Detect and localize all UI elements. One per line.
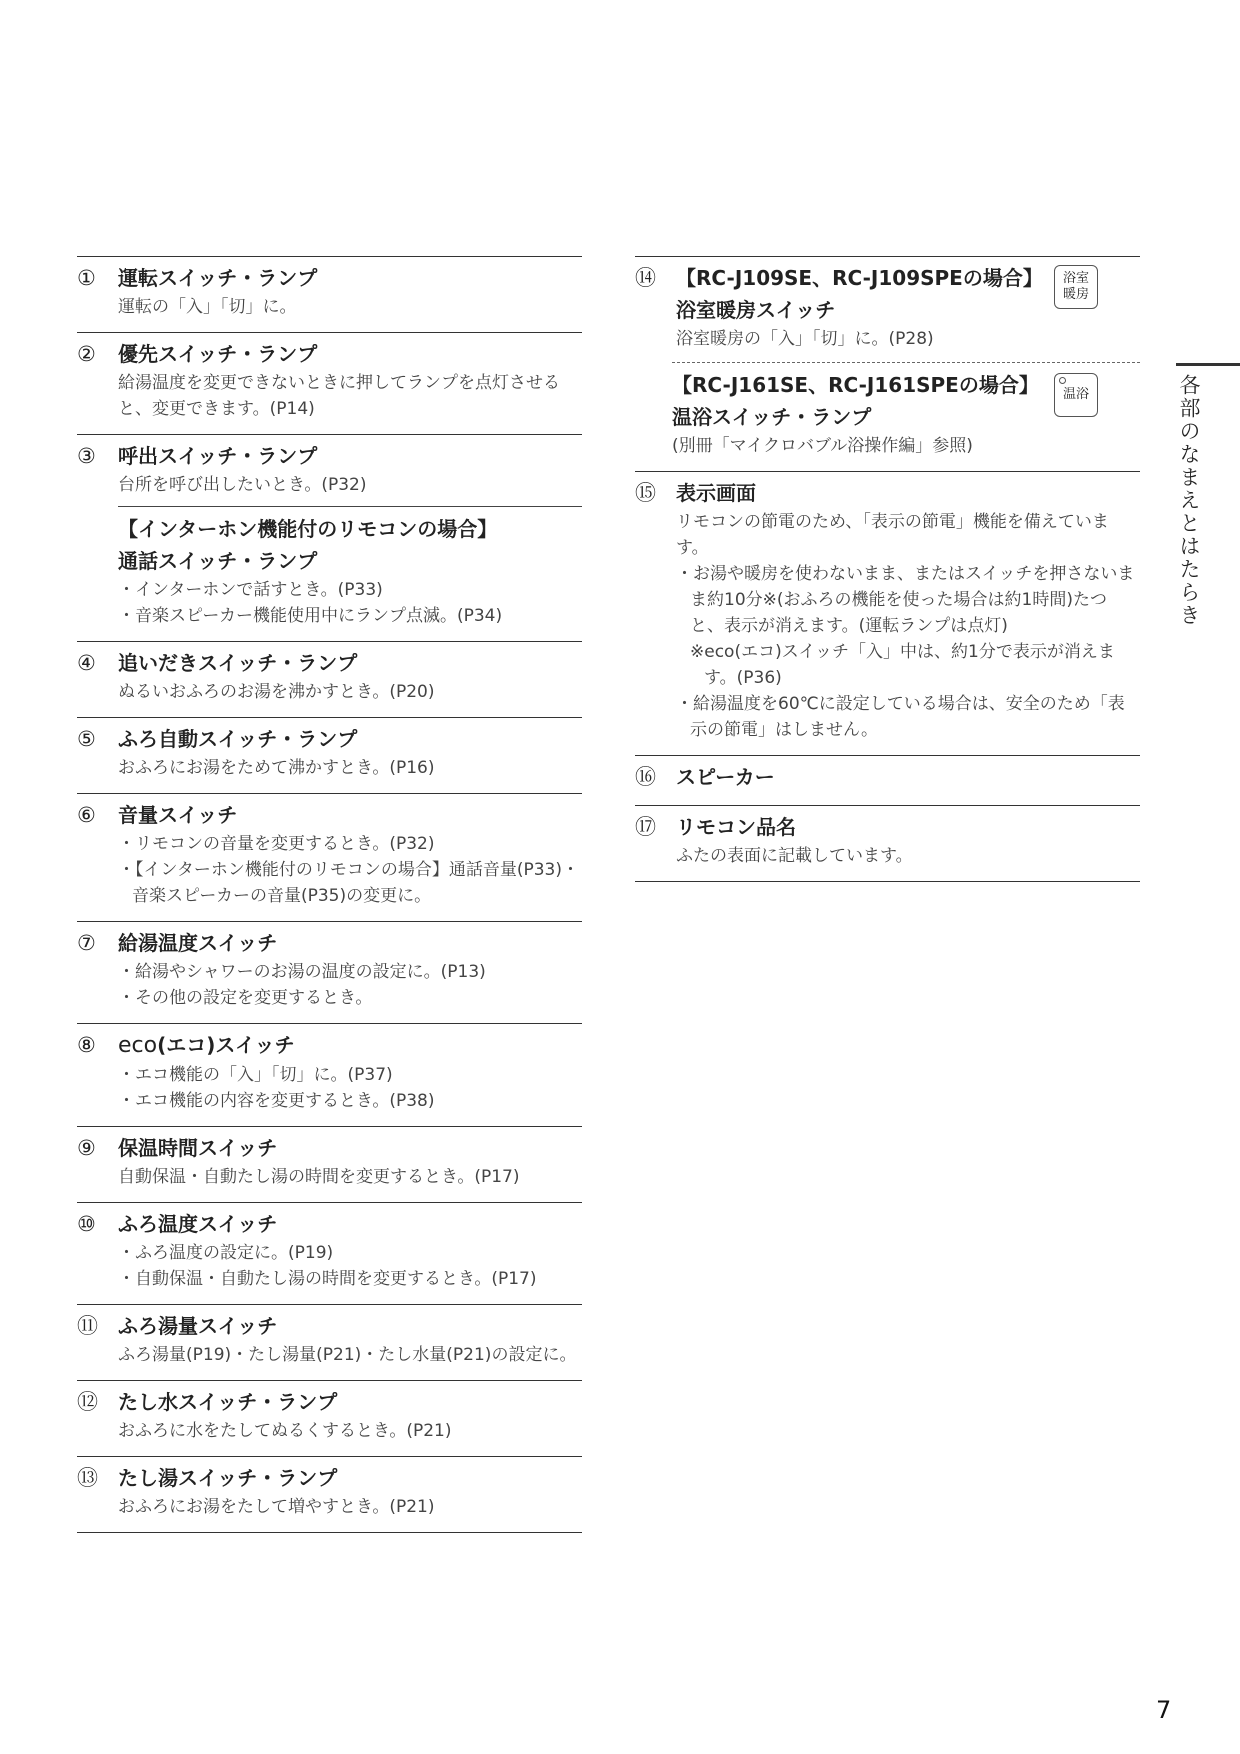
bullet-item: ・インターホンで話すとき。(P33): [118, 580, 383, 600]
bullet-item: ・お湯や暖房を使わないまま、またはスイッチを押さないまま約10分※(おふろの機能を使った場合は約1時間)たつと、表示が消えます。(運転ランプは点灯): [676, 564, 1135, 636]
item-number: ⑩: [77, 1212, 96, 1236]
section-15: [635, 471, 1140, 755]
section-14: [635, 256, 1140, 471]
bullet-item: ・給湯温度を60℃に設定している場合は、安全のため「表示の節電」はしません。: [676, 694, 1125, 740]
item-description: おふろにお湯をためて沸かすとき。(P16): [118, 758, 435, 778]
bullet-item: ・エコ機能の「入」「切」に。(P37): [118, 1065, 393, 1085]
eco-label: eco: [118, 1033, 158, 1058]
item-description: ふたの表面に記載しています。: [676, 846, 913, 866]
section-4: [77, 641, 582, 717]
item-number: ⑦: [77, 931, 96, 955]
item-title: 表示画面: [676, 481, 756, 505]
section-16: [635, 755, 1140, 805]
item-description: ふろ湯量(P19)・たし湯量(P21)・たし水量(P21)の設定に。: [118, 1345, 577, 1365]
item-number: ⑬: [77, 1466, 98, 1490]
item-title: 【インターホン機能付のリモコンの場合】: [118, 517, 498, 541]
section-3: [77, 434, 582, 641]
left-column: [77, 256, 582, 1533]
bullet-item: ・自動保温・自動たし湯の時間を変更するとき。(P17): [118, 1269, 537, 1289]
item-description: リモコンの節電のため、「表示の節電」機能を備えています。: [676, 512, 1109, 558]
section-7: [77, 921, 582, 1023]
bullet-item: ・その他の設定を変更するとき。: [118, 988, 373, 1008]
section-8: [77, 1023, 582, 1126]
chapter-side-label: 各部のなまえとはたらき: [1177, 374, 1201, 627]
item-title: 温浴スイッチ・ランプ: [672, 405, 872, 429]
bullet-item: ・ふろ温度の設定に。(P19): [118, 1243, 334, 1263]
item-title: ふろ自動スイッチ・ランプ: [118, 727, 358, 751]
bullet-item: ・給湯やシャワーのお湯の温度の設定に。(P13): [118, 962, 486, 982]
bullet-item: ・リモコンの音量を変更するとき。(P32): [118, 834, 435, 854]
item-title: 【RC-J109SE、RC-J109SPEの場合】: [676, 266, 1043, 290]
item-title: 【RC-J161SE、RC-J161SPEの場合】: [672, 373, 1039, 397]
note-item: ※eco(エコ)スイッチ「入」中は、約1分で表示が消えます。(P36): [690, 642, 1115, 688]
item-title: スピーカー: [676, 765, 775, 789]
item-description: おふろにお湯をたして増やすとき。(P21): [118, 1497, 435, 1517]
item-number: ⑰: [635, 815, 656, 839]
item-title: eco(エコ)スイッチ: [118, 1033, 295, 1058]
item-number: ⑪: [77, 1314, 98, 1338]
item-description: おふろに水をたしてぬるくするとき。(P21): [118, 1421, 452, 1441]
item-number: ④: [77, 651, 96, 675]
bath-heater-icon: 浴室暖房: [1054, 265, 1098, 309]
item-title: 保温時間スイッチ: [118, 1136, 278, 1160]
item-number: ②: [77, 342, 96, 366]
item-title: 優先スイッチ・ランプ: [118, 342, 318, 366]
item-number: ⑧: [77, 1033, 96, 1057]
item-title: 通話スイッチ・ランプ: [118, 549, 318, 573]
item-description: 自動保温・自動たし湯の時間を変更するとき。(P17): [118, 1167, 520, 1187]
item-title: 追いだきスイッチ・ランプ: [118, 651, 358, 675]
item-description: (別冊「マイクロバブル浴操作編」参照): [672, 436, 973, 456]
item-title: 浴室暖房スイッチ: [676, 298, 836, 322]
section-11: [77, 1304, 582, 1380]
item-number: ⑭: [635, 266, 656, 290]
item-number: ⑥: [77, 803, 96, 827]
item-title: たし水スイッチ・ランプ: [118, 1390, 338, 1414]
section-1: [77, 256, 582, 332]
section-13: [77, 1456, 582, 1533]
right-column: [635, 256, 1140, 882]
warm-bath-icon: 温浴: [1054, 373, 1098, 417]
page-number: 7: [1156, 1696, 1172, 1724]
item-number: ⑫: [77, 1390, 98, 1414]
item-description: ぬるいおふろのお湯を沸かすとき。(P20): [118, 682, 435, 702]
item-number: ⑨: [77, 1136, 96, 1160]
section-9: [77, 1126, 582, 1202]
item-number: ⑮: [635, 481, 656, 505]
item-title: たし湯スイッチ・ランプ: [118, 1466, 338, 1490]
intercom-sub-block: [118, 506, 582, 629]
item-title: 音量スイッチ: [118, 803, 238, 827]
item-description: 浴室暖房の「入」「切」に。(P28): [676, 329, 934, 349]
item-title: ふろ温度スイッチ: [118, 1212, 278, 1236]
item-number: ①: [77, 266, 96, 290]
item-description: 運転の「入」「切」に。: [118, 297, 297, 317]
item-title: 呼出スイッチ・ランプ: [118, 444, 318, 468]
section-2: [77, 332, 582, 434]
bullet-item: ・音楽スピーカー機能使用中にランプ点滅。(P34): [118, 606, 503, 626]
bullet-item: ・【インターホン機能付のリモコンの場合】通話音量(P33)・音楽スピーカーの音量(P35)の変更に。: [118, 860, 579, 906]
section-17: [635, 805, 1140, 882]
section-12: [77, 1380, 582, 1456]
item-title: 給湯温度スイッチ: [118, 931, 278, 955]
item-description: 給湯温度を変更できないときに押してランプを点灯させると、変更できます。(P14): [118, 373, 560, 419]
section-6: [77, 793, 582, 921]
side-tab-rule: [1176, 363, 1240, 366]
bullet-item: ・エコ機能の内容を変更するとき。(P38): [118, 1091, 435, 1111]
item-number: ⑯: [635, 765, 656, 789]
item-title: ふろ湯量スイッチ: [118, 1314, 278, 1338]
item-title: リモコン品名: [676, 815, 796, 839]
item-number: ③: [77, 444, 96, 468]
item-title: 運転スイッチ・ランプ: [118, 266, 318, 290]
section-5: [77, 717, 582, 793]
item-description: 台所を呼び出したいとき。(P32): [118, 475, 367, 495]
item-number: ⑤: [77, 727, 96, 751]
alt-model-block: [672, 362, 1140, 459]
section-10: [77, 1202, 582, 1304]
